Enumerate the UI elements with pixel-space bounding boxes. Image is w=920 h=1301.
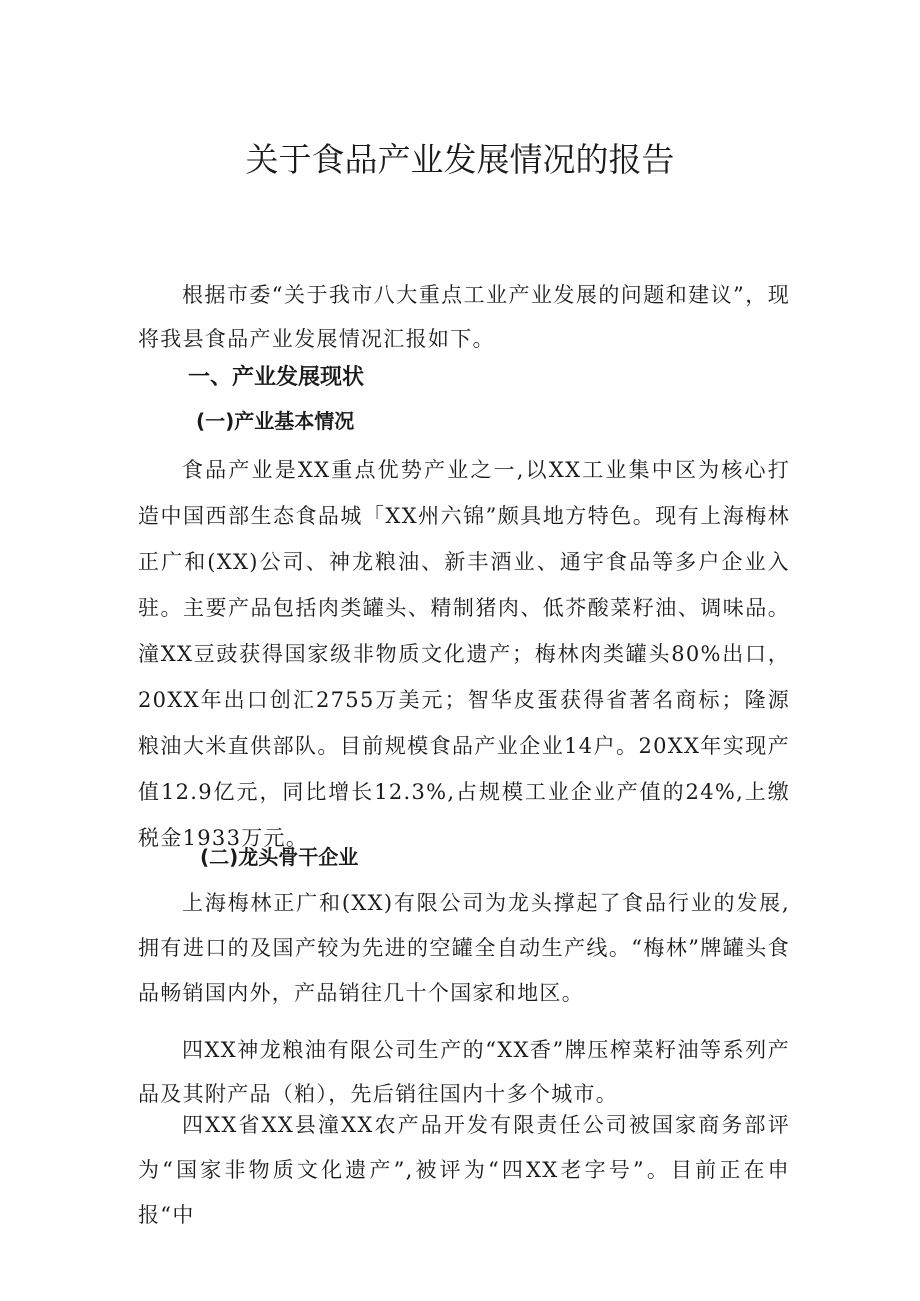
document-title: 关于食品产业发展情况的报告 [245,140,675,179]
leading-enterprise-paragraph: 上海梅林正广和(XX)有限公司为龙头撑起了食品行业的发展,拥有进口的及国产较为先进的空罐全自动生产线。“梅林”牌罐头食品畅销国内外，产品销往几十个国家和地区。 [138,891,790,1005]
basic-situation-paragraph: 食品产业是XX重点优势产业之一,以XX工业集中区为核心打造中国西部生态食品城「XX州六锦”颇具地方特色。现有上海梅林正广和(XX)公司、神龙粮油、新丰酒业、通宇食品等多户企业入驻。主要产品包括肉类罐头、精制猪肉、低芥酸菜籽油、调味品。潼XX豆豉获得国家级非物质文化遗产；梅林肉类罐头80%出口，20XX年出口创汇2755万美元；智华皮蛋获得省著名商标；隆源粮油大米直供部队。目前规模食品产业企业14户。20XX年实现产值12.9亿元，同比增长12.3%,占规模工业企业产值的24%,上缴税金1933万元。 [138,458,790,850]
leading-enterprise-paragraph: 四XX神龙粮油有限公司生产的“XX香”牌压榨菜籽油等系列产品及其附产品（粕），先后销往国内十多个城市。 [138,1038,790,1106]
subsection-heading-basic: (一)产业基本情况 [196,409,355,433]
leading-enterprise-paragraph: 四XX省XX县潼XX农产品开发有限责任公司被国家商务部评为“国家非物质文化遗产”,被评为“四XX老字号”。目前正在申报“中 [138,1113,790,1227]
section-heading: 一、产业发展现状 [188,365,365,390]
subsection-heading-leading: (二)龙头骨干企业 [200,845,359,869]
intro-paragraph: 根据市委“关于我市八大重点工业产业发展的问题和建议”，现将我县食品产业发展情况汇报如下。 [138,283,790,351]
